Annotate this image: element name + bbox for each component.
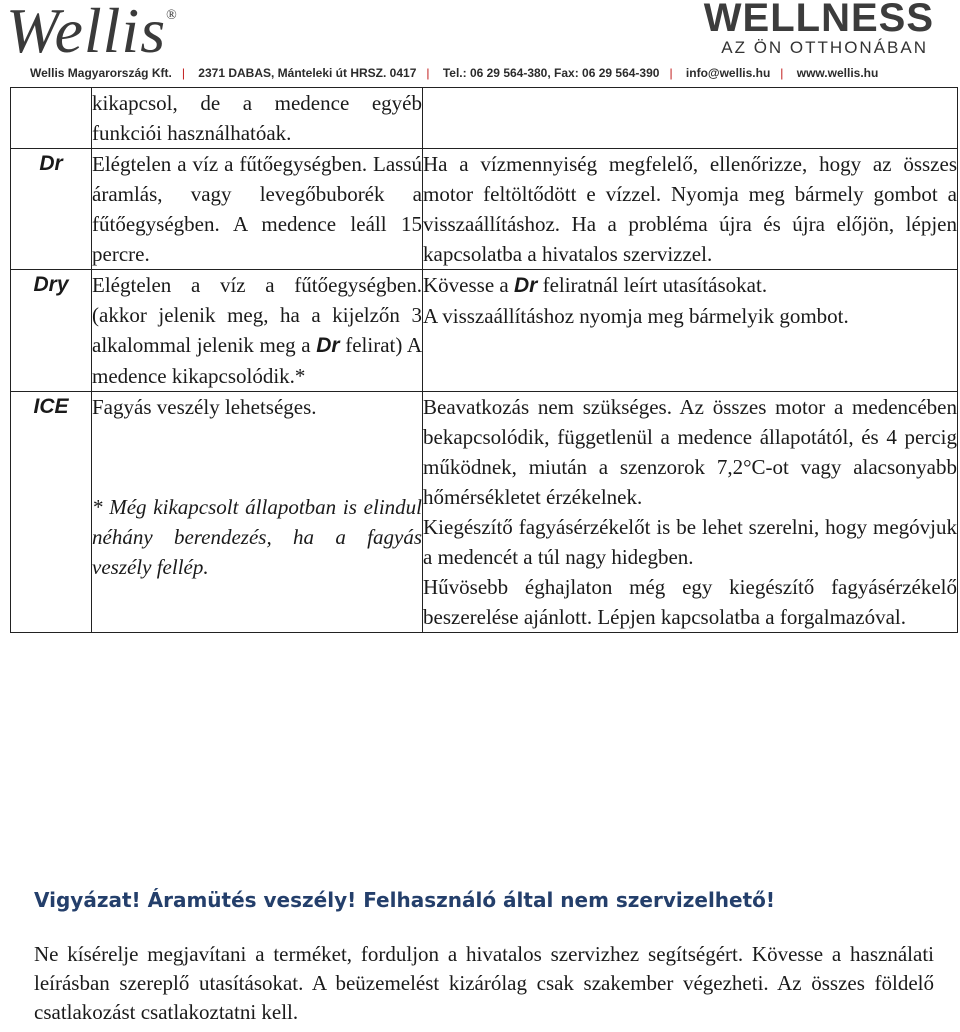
error-code: ICE [11, 392, 92, 633]
continuation-text: kikapcsol, de a medence egyéb funkciói használhatóak. [92, 88, 423, 149]
action-line [423, 270, 957, 301]
separator: | [669, 66, 673, 80]
separator: | [426, 66, 430, 80]
separator: | [780, 66, 784, 80]
error-description [92, 392, 423, 633]
page-header [0, 0, 960, 86]
inline-code: Dr [513, 274, 538, 297]
table-row [11, 270, 958, 392]
registered-mark: ® [166, 8, 178, 23]
error-code-table [10, 87, 958, 633]
table-row [11, 392, 958, 633]
action-text: feliratnál leírt utasításokat. [542, 273, 768, 297]
error-code: Dr [11, 149, 92, 270]
warning-title: Vigyázat! Áramütés veszély! Felhasználó által nem szervizelhető! [34, 888, 776, 912]
wellness-tagline: AZ ÖN OTTHONÁBAN [721, 38, 928, 57]
error-action [423, 392, 958, 633]
action-paragraph: Hűvösebb éghajlaton még egy kiegészítő fagyásérzékelő beszerelése ajánlott. Lépjen kapcsolatba a forgalmazóval. [423, 575, 957, 629]
company-name: Wellis Magyarország Kft. [30, 66, 172, 80]
separator: | [181, 66, 185, 80]
action-line: A visszaállításhoz nyomja meg bármelyik gombot. [423, 304, 849, 328]
wellis-logo-text: Wellis [6, 0, 167, 66]
company-website: www.wellis.hu [796, 66, 879, 80]
wellness-logo: WELLNESS [703, 0, 934, 40]
action-paragraph: Kiegészítő fagyásérzékelőt is be lehet szerelni, hogy megóvjuk a medencét a túl nagy hidegben. [423, 515, 957, 569]
company-email: info@wellis.hu [685, 66, 771, 80]
table-row [11, 88, 958, 149]
contact-bar [30, 66, 960, 80]
error-description: Elégtelen a víz a fűtőegységben. Lassú áramlás, vagy levegőbuborék a fűtőegységben. A medence leáll 15 percre. [92, 149, 423, 270]
description-text: felirat) A medence kikapcsolódik.* [92, 333, 422, 388]
code-cell-empty [11, 88, 92, 149]
error-action [423, 270, 958, 392]
error-action: Ha a vízmennyiség megfelelő, ellenőrizze, hogy az összes motor feltöltődött e vízzel. Nyomja meg bármely gombot a visszaállításhoz. Ha a probléma újra és újra előjön, lépjen kapcsolatba a hivatalos szervizzel. [423, 149, 958, 270]
action-cell-empty [423, 88, 958, 149]
description-text: Fagyás veszély lehetséges. [92, 395, 317, 419]
action-paragraph: Beavatkozás nem szükséges. Az összes motor a medencében bekapcsolódik, függetlenül a medence állapotától, és 4 percig működnek, miután a szenzorok 7,2°C-ot vagy alacsonyabb hőmérsékletet érzékelnek. [423, 395, 957, 509]
wellis-logo [6, 0, 178, 68]
table-row [11, 149, 958, 270]
warning-body: Ne kísérelje megjavítani a terméket, forduljon a hivatalos szervizhez segítségért. Kövesse a használati leírásban szereplő utasításokat. A beüzemelést kizárólag csak szakember végezheti. Az összes földelő csatlakozást csatlakoztatni kell. [34, 942, 934, 1024]
error-description [92, 270, 423, 392]
description-text: Elégtelen a víz a fűtőegységben. (akkor jelenik meg, ha a kijelzőn 3 alkalommal jelenik meg a [92, 273, 422, 357]
company-address: 2371 DABAS, Mánteleki út HRSZ. 0417 [198, 66, 417, 80]
company-phone-fax: Tel.: 06 29 564-380, Fax: 06 29 564-390 [442, 66, 660, 80]
inline-code: Dr [316, 334, 340, 357]
error-code: Dry [11, 270, 92, 392]
action-text: Kövesse a [423, 273, 509, 297]
footnote: * Még kikapcsolt állapotban is elindul néhány berendezés, ha a fagyás veszély fellép. [92, 495, 422, 579]
